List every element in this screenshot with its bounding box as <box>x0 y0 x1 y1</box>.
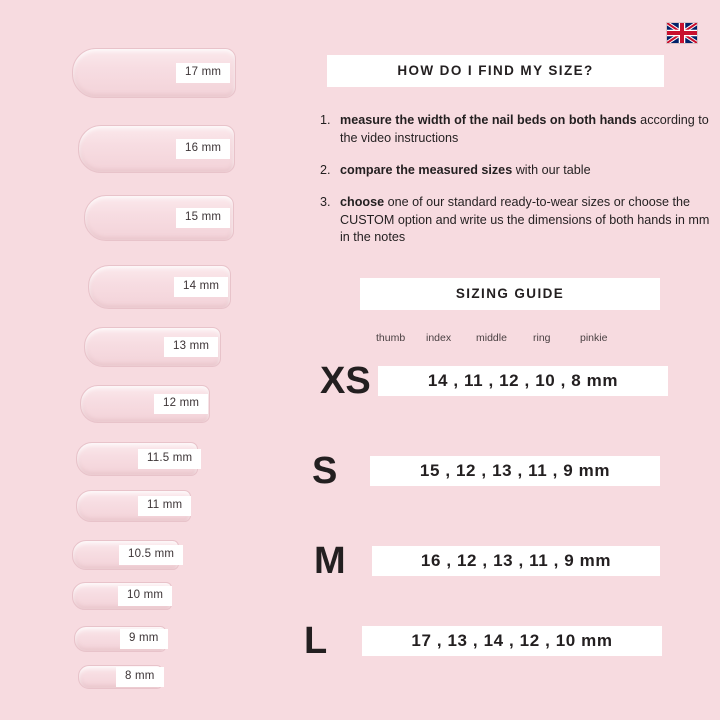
nail-tip-chart <box>0 30 300 690</box>
nail-tip-label: 12 mm <box>154 394 208 414</box>
nail-tip-label: 16 mm <box>176 139 230 159</box>
finger-label-pinkie: pinkie <box>580 332 608 344</box>
nail-tip-label: 9 mm <box>120 629 168 649</box>
size-measurements: 15 , 12 , 13 , 11 , 9 mm <box>370 456 660 486</box>
size-measurements: 17 , 13 , 14 , 12 , 10 mm <box>362 626 662 656</box>
nail-tip-label: 10 mm <box>118 586 172 606</box>
instruction-item <box>310 112 710 148</box>
size-letter: L <box>304 620 328 662</box>
nail-tip-label: 11 mm <box>138 496 191 516</box>
nail-tip-label: 14 mm <box>174 277 228 297</box>
finger-label-ring: ring <box>533 332 551 344</box>
instruction-bold-text: measure the width of the nail beds on both hands <box>340 113 637 127</box>
size-row-s <box>310 448 710 508</box>
finger-label-thumb: thumb <box>376 332 406 344</box>
nail-tip-label: 13 mm <box>164 337 218 357</box>
size-letter: S <box>312 450 338 492</box>
size-letter: XS <box>320 360 371 402</box>
size-row-xs <box>310 358 710 418</box>
instruction-number: 3. <box>320 194 331 209</box>
instruction-bold-text: choose <box>340 194 385 209</box>
size-row-m <box>310 538 710 598</box>
finger-label-middle: middle <box>476 332 507 344</box>
instructions-list <box>310 112 710 261</box>
finger-label-index: index <box>426 332 452 344</box>
instruction-bold-text: compare the measured sizes <box>340 162 513 177</box>
nail-tip-label: 10.5 mm <box>119 545 183 565</box>
size-measurements: 16 , 12 , 13 , 11 , 9 mm <box>372 546 660 576</box>
instruction-text: one of our standard ready-to-wear sizes or choose the CUSTOM option and write us the dimensions of both hands in mm in the notes <box>340 194 710 245</box>
size-measurements: 14 , 11 , 12 , 10 , 8 mm <box>378 366 668 396</box>
instruction-item <box>310 194 710 248</box>
nail-tip-label: 15 mm <box>176 208 230 228</box>
size-guide-panel <box>304 0 720 720</box>
nail-tip-label: 11.5 mm <box>138 449 201 469</box>
nail-tip-label: 8 mm <box>116 667 164 687</box>
page-title: HOW DO I FIND MY SIZE? <box>327 55 664 87</box>
instruction-text: with our table <box>512 162 591 177</box>
sizing-guide-title: SIZING GUIDE <box>360 278 660 310</box>
instruction-number: 2. <box>320 162 331 177</box>
instruction-item <box>310 162 710 180</box>
instruction-number: 1. <box>320 113 331 127</box>
size-row-l <box>304 618 710 678</box>
nail-tip-label: 17 mm <box>176 63 230 83</box>
instruction-text: according to the video instructions <box>340 113 709 145</box>
size-letter: M <box>314 540 346 582</box>
